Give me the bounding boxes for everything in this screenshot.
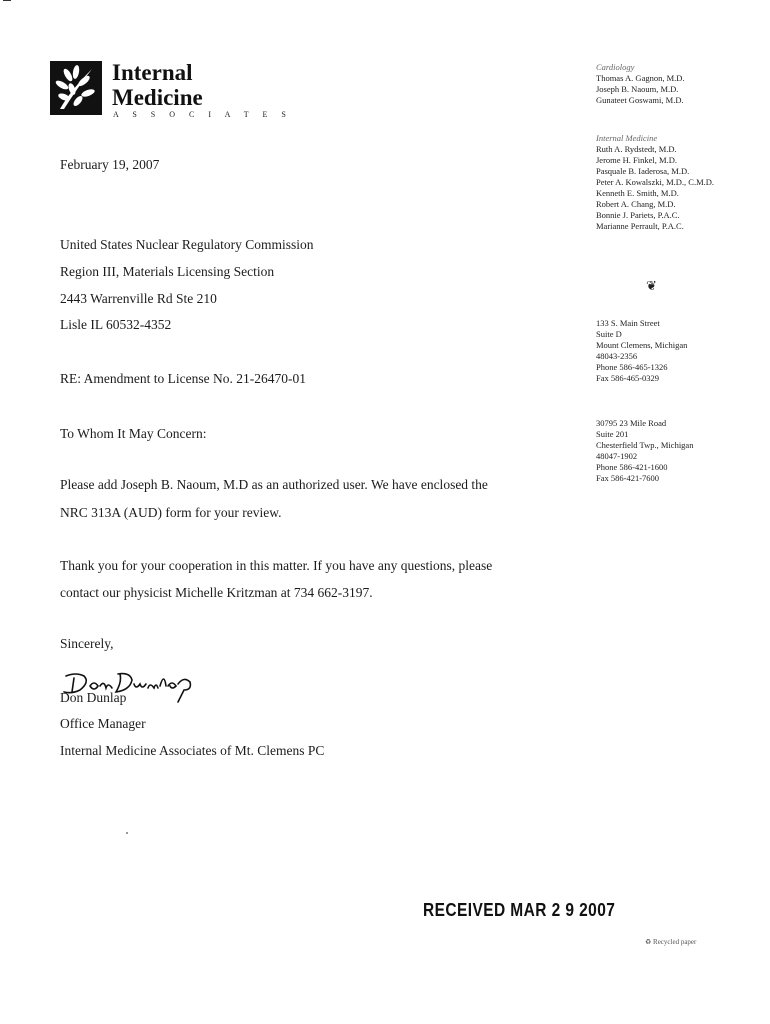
recycled-paper-note — [645, 938, 696, 946]
logo-line-internal: Internal — [112, 60, 193, 85]
cardiology-list — [596, 62, 685, 106]
scan-mark — [3, 0, 11, 1]
signer-organization: Internal Medicine Associates of Mt. Clemens PC — [60, 743, 325, 758]
recycled-label: Recycled paper — [653, 938, 697, 946]
physician-name: Ruth A. Rydstedt, M.D. — [596, 144, 677, 154]
physician-name: Pasquale B. Iaderosa, M.D. — [596, 166, 690, 176]
physician-name: Robert A. Chang, M.D. — [596, 199, 676, 209]
internal-medicine-heading: Internal Medicine — [596, 133, 658, 143]
scan-speck — [126, 832, 128, 834]
office-line: Chesterfield Twp., Michigan — [596, 440, 694, 450]
physician-name: Joseph B. Naoum, M.D. — [596, 84, 679, 94]
received-stamp: RECEIVED MAR 2 9 2007 — [423, 900, 616, 920]
physician-name: Marianne Perrault, P.A.C. — [596, 221, 684, 231]
office-line: 48043-2356 — [596, 351, 638, 361]
physician-name: Thomas A. Gagnon, M.D. — [596, 73, 685, 83]
office-23-mile — [596, 418, 693, 484]
salutation: To Whom It May Concern: — [60, 426, 207, 441]
physician-name: Peter A. Kowalszki, M.D., C.M.D. — [596, 177, 715, 187]
office-line: 133 S. Main Street — [596, 318, 660, 328]
recipient-line: 2443 Warrenville Rd Ste 210 — [60, 291, 217, 306]
body-paragraph-line: contact our physicist Michelle Kritzman at 734 662-3197. — [60, 585, 373, 600]
internal-medicine-list — [596, 133, 714, 232]
physician-name: Gunateet Goswami, M.D. — [596, 95, 684, 105]
office-line: Suite D — [596, 329, 622, 339]
office-line: Fax 586-421-7600 — [596, 473, 660, 483]
office-line: 30795 23 Mile Road — [596, 418, 667, 428]
physician-name: Kenneth E. Smith, M.D. — [596, 188, 679, 198]
recipient-line: United States Nuclear Regulatory Commission — [60, 237, 314, 252]
practice-name — [112, 60, 203, 110]
cardiology-heading: Cardiology — [596, 62, 635, 72]
body-paragraph-line: NRC 313A (AUD) form for your review. — [60, 505, 282, 520]
closing: Sincerely, — [60, 636, 114, 651]
office-line: Phone 586-465-1326 — [596, 362, 668, 372]
recipient-line: Region III, Materials Licensing Section — [60, 264, 275, 279]
office-line: Mount Clemens, Michigan — [596, 340, 688, 350]
physician-name: Jerome H. Finkel, M.D. — [596, 155, 677, 165]
office-line: Suite 201 — [596, 429, 629, 439]
logo-line-medicine: Medicine — [112, 85, 203, 110]
leaf-emblem-icon — [50, 61, 102, 115]
ornament-icon: ❦ — [646, 278, 657, 293]
office-main-street — [596, 318, 687, 384]
office-line: Phone 586-421-1600 — [596, 462, 668, 472]
recipient-line: Lisle IL 60532-4352 — [60, 317, 172, 332]
subject-line: RE: Amendment to License No. 21-26470-01 — [60, 371, 306, 386]
letter-date: February 19, 2007 — [60, 157, 160, 172]
signer-title: Office Manager — [60, 716, 146, 731]
physician-name: Bonnie J. Pariets, P.A.C. — [596, 210, 680, 220]
logo-associates: A S S O C I A T E S — [113, 110, 292, 119]
office-line: Fax 586-465-0329 — [596, 373, 660, 383]
signer-name: Don Dunlap — [60, 690, 127, 705]
body-paragraph-line: Thank you for your cooperation in this matter. If you have any questions, please — [60, 558, 493, 573]
body-paragraph-line: Please add Joseph B. Naoum, M.D as an authorized user. We have enclosed the — [60, 477, 488, 492]
office-line: 48047-1902 — [596, 451, 638, 461]
recycle-icon: ♻ — [645, 938, 652, 946]
